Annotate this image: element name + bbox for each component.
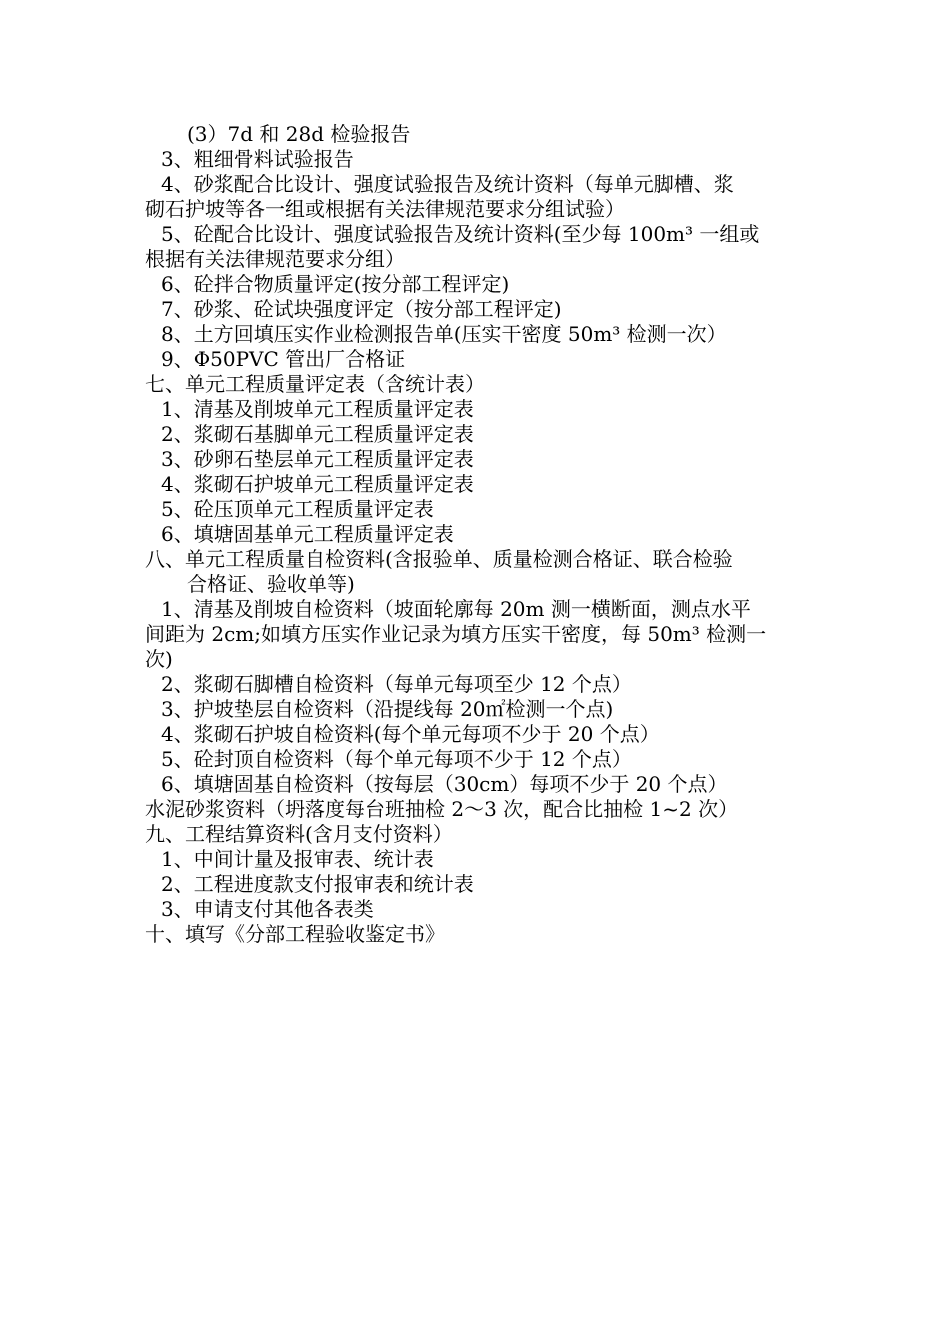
text-line: 次): [145, 647, 173, 671]
text-line: 1、中间计量及报审表、统计表: [161, 847, 434, 871]
text-line: 水泥砂浆资料（坍落度每台班抽检 2～3 次，配合比抽检 1~2 次）: [145, 797, 739, 821]
text-line: 九、工程结算资料(含月支付资料）: [145, 822, 453, 846]
text-line: 间距为 2cm;如填方压实作业记录为填方压实干密度，每 50m³ 检测一: [145, 622, 767, 646]
text-line: 3、粗细骨料试验报告: [161, 147, 354, 171]
text-line: (3）7d 和 28d 检验报告: [187, 122, 411, 146]
text-line: 5、砼封顶自检资料（每个单元每项不少于 12 个点）: [161, 747, 632, 771]
text-line: 2、浆砌石脚槽自检资料（每单元每项至少 12 个点）: [161, 672, 632, 696]
text-line: 4、浆砌石护坡自检资料(每个单元每项不少于 20 个点）: [161, 722, 660, 746]
document-body: [145, 122, 810, 947]
text-line: 1、清基及削坡自检资料（坡面轮廓每 20m 测一横断面，测点水平: [161, 597, 751, 621]
text-line: 8、土方回填压实作业检测报告单(压实干密度 50m³ 检测一次）: [161, 322, 727, 346]
text-line: 根据有关法律规范要求分组）: [145, 247, 405, 271]
text-line: 6、填塘固基自检资料（按每层（30cm）每项不少于 20 个点）: [161, 772, 728, 796]
text-line: 5、砼配合比设计、强度试验报告及统计资料(至少每 100m³ 一组或: [161, 222, 760, 246]
text-line: 十、填写《分部工程验收鉴定书》: [145, 922, 445, 946]
text-line: 2、工程进度款支付报审表和统计表: [161, 872, 474, 896]
text-line: 4、砂浆配合比设计、强度试验报告及统计资料（每单元脚槽、浆: [161, 172, 734, 196]
text-line: 合格证、验收单等): [187, 572, 355, 596]
text-line: 5、砼压顶单元工程质量评定表: [161, 497, 434, 521]
text-line: 4、浆砌石护坡单元工程质量评定表: [161, 472, 474, 496]
text-line: 7、砂浆、砼试块强度评定（按分部工程评定): [161, 297, 562, 321]
text-line: 6、填塘固基单元工程质量评定表: [161, 522, 454, 546]
text-line: 9、Φ50PVC 管出厂合格证: [161, 347, 406, 371]
text-line: 1、清基及削坡单元工程质量评定表: [161, 397, 474, 421]
text-line: 八、单元工程质量自检资料(含报验单、质量检测合格证、联合检验: [145, 547, 733, 571]
text-line: 砌石护坡等各一组或根据有关法律规范要求分组试验）: [145, 197, 625, 221]
text-line: 3、砂卵石垫层单元工程质量评定表: [161, 447, 474, 471]
text-line: 6、砼拌合物质量评定(按分部工程评定): [161, 272, 510, 296]
text-line: 七、单元工程质量评定表（含统计表）: [145, 372, 485, 396]
text-line: 2、浆砌石基脚单元工程质量评定表: [161, 422, 474, 446]
text-line: 3、申请支付其他各表类: [161, 897, 374, 921]
text-line: 3、护坡垫层自检资料（沿提线每 20㎡检测一个点): [161, 697, 614, 721]
